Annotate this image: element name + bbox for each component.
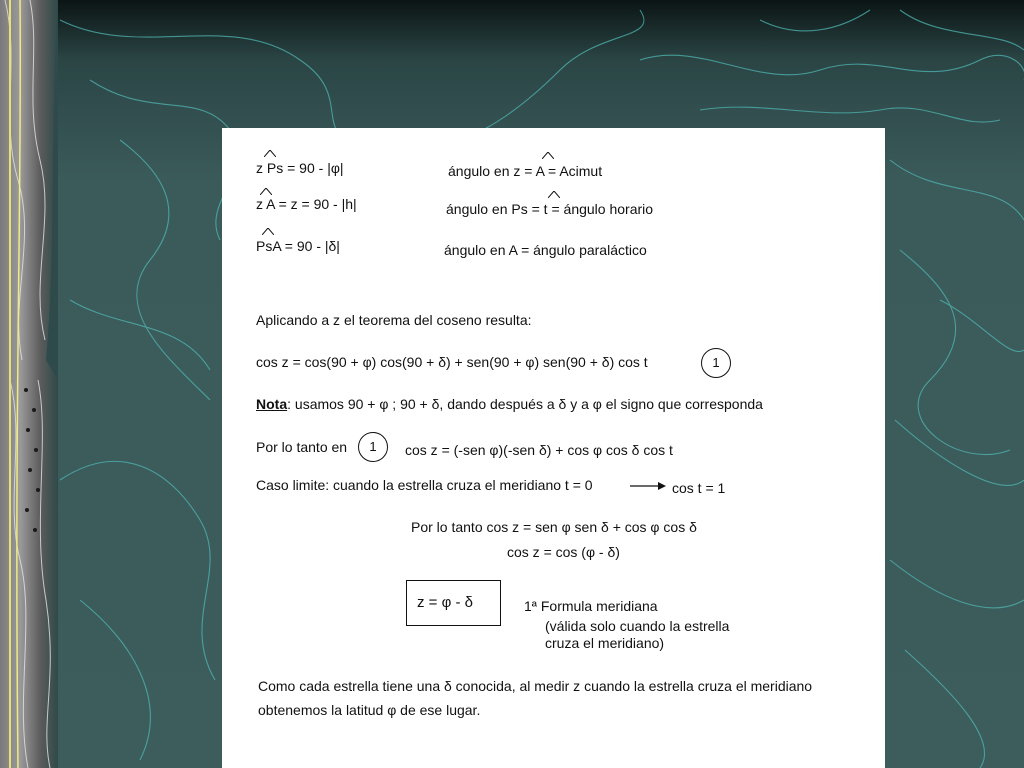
formula-title: 1ª Formula meridiana — [524, 598, 658, 614]
def-left-1: z Ps = 90 - |φ| — [256, 160, 344, 176]
equation-ref-2: 1 — [358, 432, 388, 462]
arrow-right-icon — [630, 480, 666, 492]
intro-text: Aplicando a z el teorema del coseno resulta: — [256, 312, 532, 328]
hat-accent — [262, 228, 274, 235]
def-right-1: ángulo en z = A = Acimut — [448, 163, 603, 179]
equation-2: cos z = (-sen φ)(-sen δ) + cos φ cos δ cos t — [405, 442, 673, 458]
boxed-formula-text: z = φ - δ — [417, 594, 474, 611]
hat-accent — [260, 188, 272, 195]
hat-accent — [548, 191, 560, 198]
def-right-2: ángulo en Ps = t = ángulo horario — [446, 201, 654, 217]
def-left-3: PsA = 90 - |δ| — [256, 238, 340, 254]
topographic-map-strip — [0, 0, 58, 768]
document-page — [222, 128, 885, 768]
conclusion-line-2: obtenemos la latitud φ de ese lugar. — [258, 702, 481, 718]
conclusion-line-1: Como cada estrella tiene una δ conocida, al medir z cuando la estrella cruza el meridiano — [258, 678, 813, 694]
equation-3: Por lo tanto cos z = sen φ sen δ + cos φ cos δ — [411, 519, 697, 535]
por-lo-tanto-label: Por lo tanto en — [256, 439, 348, 455]
def-right-3: ángulo en A = ángulo paraláctico — [444, 242, 647, 258]
caso-limite-result: cos t = 1 — [672, 480, 726, 496]
equation-ref-1: 1 — [701, 348, 731, 378]
caso-limite-text: Caso limite: cuando la estrella cruza el meridiano t = 0 — [256, 477, 593, 493]
note-label: Nota — [256, 396, 288, 412]
boxed-formula — [406, 580, 501, 626]
hat-accent — [542, 152, 554, 159]
equation-4: cos z = cos (φ - δ) — [507, 544, 620, 560]
formula-note-2: cruza el meridiano) — [545, 635, 665, 651]
note-line — [256, 396, 763, 412]
def-left-2: z A = z = 90 - |h| — [256, 196, 357, 212]
note-text: : usamos 90 + φ ; 90 + δ, dando después a δ y a φ el signo que corresponda — [287, 396, 763, 412]
formula-note-1: (válida solo cuando la estrella — [545, 618, 730, 634]
hat-accent — [264, 150, 276, 157]
equation-1: cos z = cos(90 + φ) cos(90 + δ) + sen(90 + φ) sen(90 + δ) cos t — [256, 354, 648, 370]
